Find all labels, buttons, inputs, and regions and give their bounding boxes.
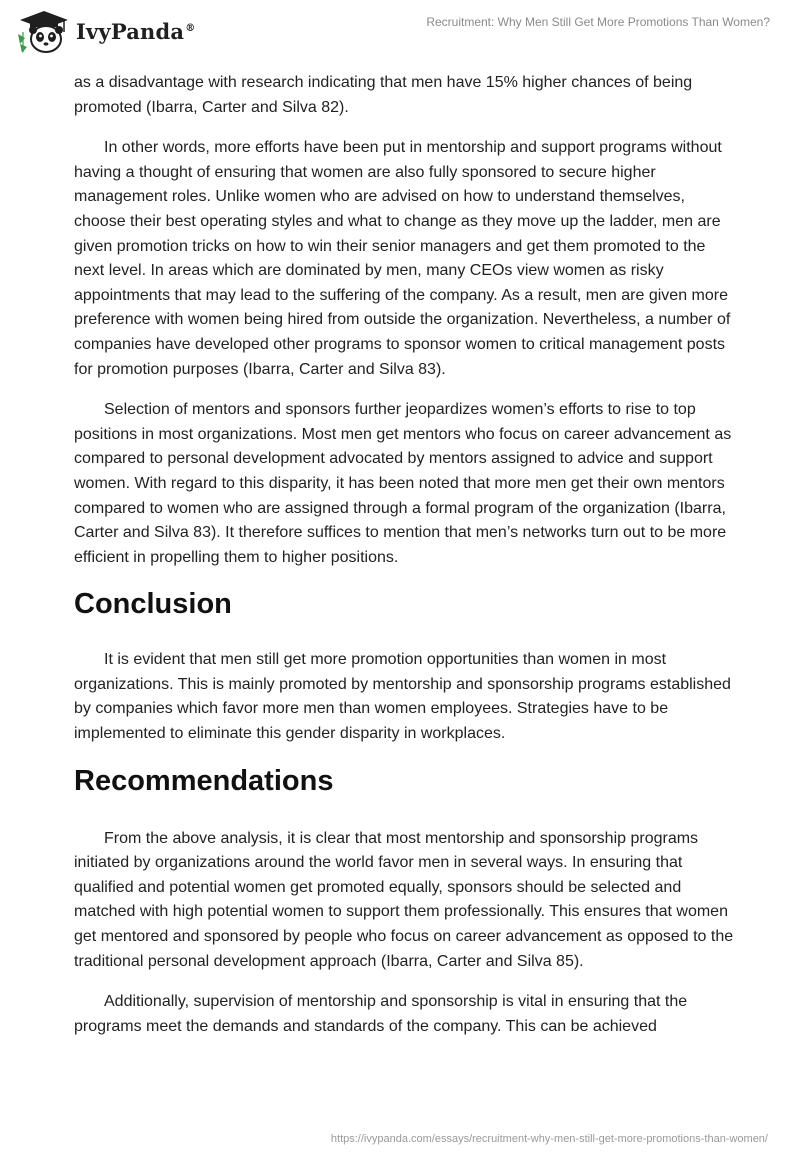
ivypanda-logo[interactable] — [14, 8, 195, 54]
recommendations-paragraph-1: From the above analysis, it is clear that most mentorship and sponsorship programs initiated by organizations around the world favor men in several ways. In ensuring that qualified and potential women get promoted equally, sponsors should be selected and matched with high potential women to support them professionally. This ensures that women get mentored and sponsored by people who focus on career advancement as opposed to the traditional personal development approach (Ibarra, Carter and Silva 85). — [74, 829, 734, 970]
body-paragraph-2: Selection of mentors and sponsors further jeopardizes women’s efforts to rise to top positions in most organizations. Most men get mentors who focus on career advancement as compared to personal development advocated by mentors assigned to advice and support women. With regard to this disparity, it has been noted that more men get their own mentors compared to women who are assigned through a formal program of the organization (Ibarra, Carter and Silva 83). It therefore suffices to mention that men’s networks turn out to be more efficient in propelling them to higher positions. — [74, 401, 732, 566]
conclusion-heading: Conclusion — [74, 588, 232, 621]
body-paragraph-1: In other words, more efforts have been put in mentorship and support programs without having a thought of ensuring that women are also fully sponsored to secure higher management roles. Unlike women who are advised on how to understand themselves, choose their best operating styles and what to change as they move up the ladder, men are given promotion tricks on how to win their senior managers and get them promoted to the next level. In areas which are dominated by men, many CEOs view women as risky appointments that may lead to the suffering of the company. As a result, men are given more preference with women being hired from outside the organization. Nevertheless, a number of companies have developed other programs to sponsor women to critical management posts for promotion purposes (Ibarra, Carter and Silva 83). — [74, 139, 731, 378]
recommendations-heading: Recommendations — [74, 764, 334, 797]
panda-graduate-icon — [14, 8, 72, 54]
brand-name: IvyPanda® — [76, 18, 196, 44]
source-url[interactable]: https://ivypanda.com/essays/recruitment-why-men-still-get-more-promotions-than-women/ — [330, 1133, 768, 1145]
recommendations-paragraph-2: Additionally, supervision of mentorship and sponsorship is vital in ensuring that the programs meet the demands and standards of the company. This can be achieved — [74, 993, 688, 1035]
conclusion-paragraph: It is evident that men still get more promotion opportunities than women in most organizations. This is mainly promoted by mentorship and sponsorship programs established by companies which favor more men than women employees. Strategies have to be implemented to eliminate this gender disparity in workplaces. — [74, 651, 731, 743]
essay-body — [74, 71, 734, 1055]
document-title: Recruitment: Why Men Still Get More Promotions Than Women? — [426, 15, 770, 29]
page-header — [0, 0, 800, 70]
intro-paragraph: as a disadvantage with research indicating that men have 15% higher chances of being promoted (Ibarra, Carter and Silva 82). — [74, 74, 693, 116]
